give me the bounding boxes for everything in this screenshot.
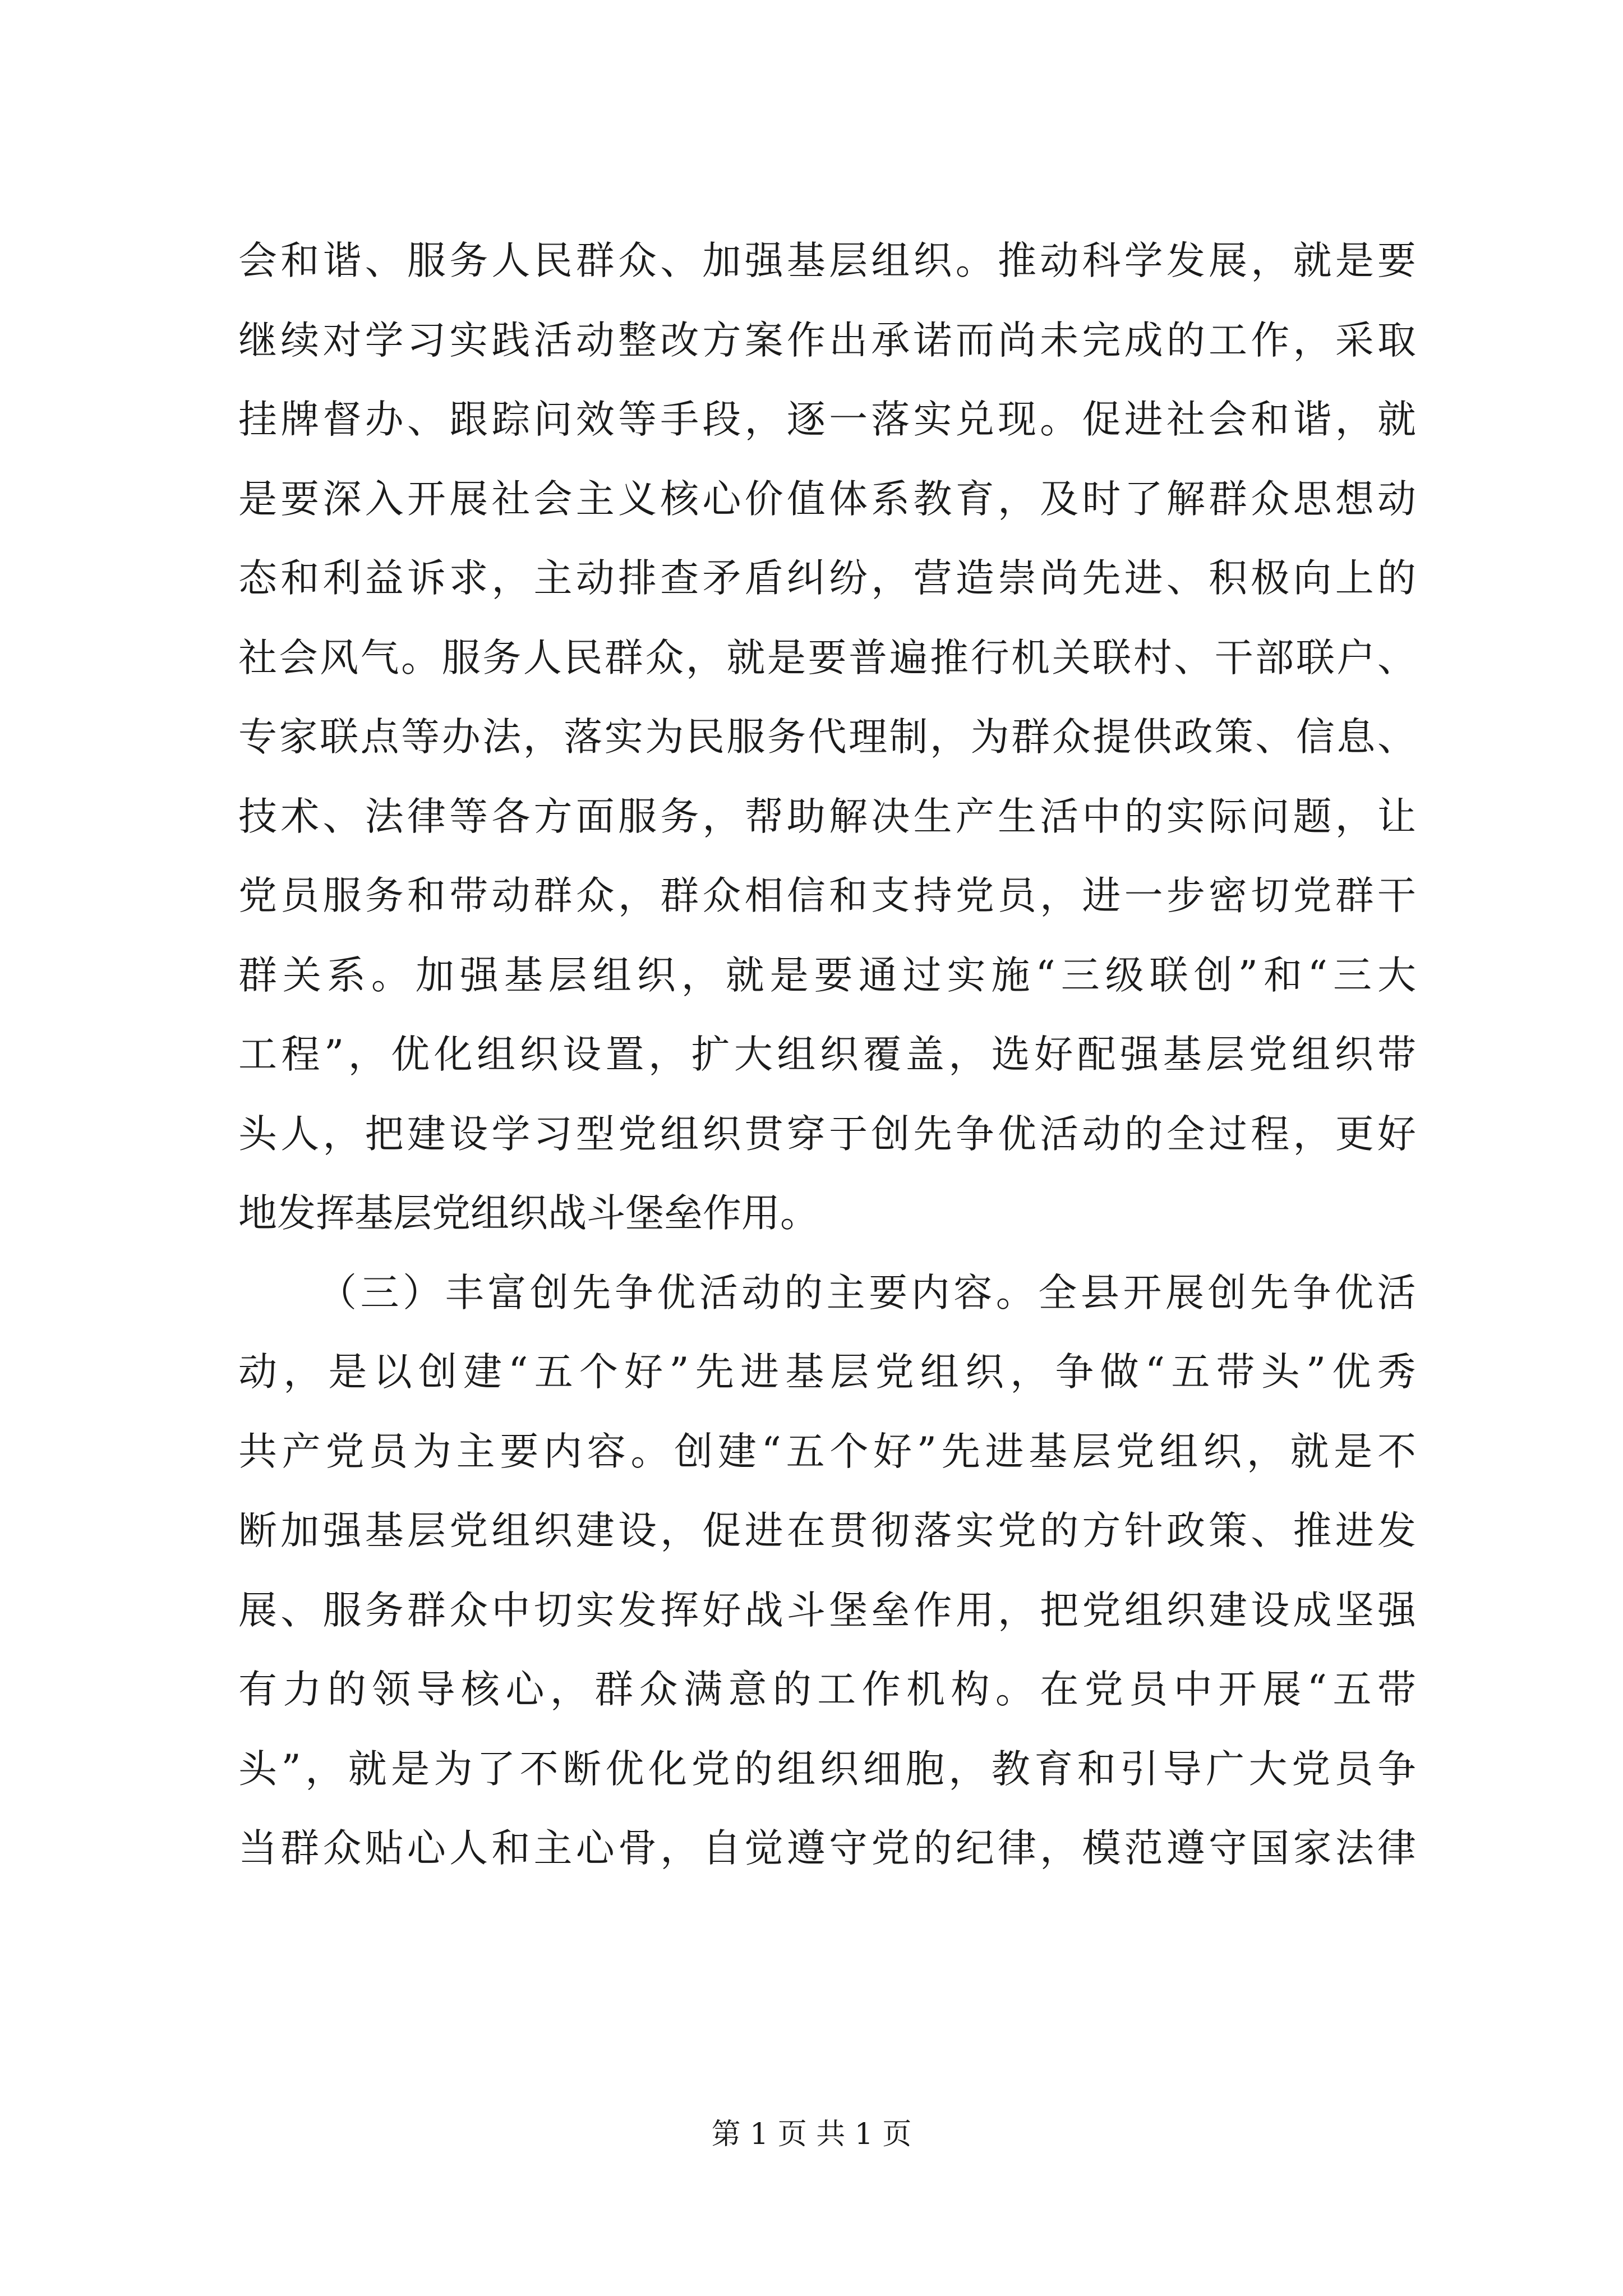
text-line: 头 人 ， 把 建 设 学 习 型 党 组 织 贯 穿 于 创 先 争 优 活 动 的 全 过 程 ， 更 好 bbox=[238, 1111, 1416, 1157]
text-line: 技 术 、 法 律 等 各 方 面 服 务 ， 帮 助 解 决 生 产 生 活 中 的 实 际 问 题 ， 让 bbox=[238, 794, 1416, 839]
text-line: 继 续 对 学 习 实 践 活 动 整 改 方 案 作 出 承 诺 而 尚 未 完 成 的 工 作 ， 采 取 bbox=[238, 318, 1416, 363]
text-line: 党 员 服 务 和 带 动 群 众 ， 群 众 相 信 和 支 持 党 员 ， 进 一 步 密 切 党 群 干 bbox=[238, 873, 1416, 918]
text-line: 挂 牌 督 办 、 跟 踪 问 效 等 手 段 ， 逐 一 落 实 兑 现 。 促 进 社 会 和 谐 ， 就 bbox=[238, 397, 1416, 442]
text-line: 会 和 谐 、 服 务 人 民 群 众 、 加 强 基 层 组 织 。 推 动 科 学 发 展 ， 就 是 要 bbox=[238, 238, 1416, 283]
text-line: 展 、 服 务 群 众 中 切 实 发 挥 好 战 斗 堡 垒 作 用 ， 把 党 组 织 建 设 成 坚 强 bbox=[238, 1588, 1416, 1633]
text-line: 工 程 ” ， 优 化 组 织 设 置 ， 扩 大 组 织 覆 盖 ， 选 好 配 强 基 层 党 组 织 带 bbox=[238, 1032, 1416, 1077]
text-line: 当 群 众 贴 心 人 和 主 心 骨 ， 自 觉 遵 守 党 的 纪 律 ， 模 范 遵 守 国 家 法 律 bbox=[238, 1826, 1416, 1871]
section-heading-line: （ 三 ） 丰 富 创 先 争 优 活 动 的 主 要 内 容 。 全 县 开 展 创 先 争 优 活 bbox=[318, 1270, 1416, 1315]
document-body bbox=[238, 222, 1416, 1889]
text-line: 动 ， 是 以 创 建 “ 五 个 好 ” 先 进 基 层 党 组 织 ， 争 做 “ 五 带 头 ” 优 秀 bbox=[238, 1350, 1416, 1395]
text-line: 是 要 深 入 开 展 社 会 主 义 核 心 价 值 体 系 教 育 ， 及 时 了 解 群 众 思 想 动 bbox=[238, 476, 1416, 522]
text-line: 专 家 联 点 等 办 法 ， 落 实 为 民 服 务 代 理 制 ， 为 群 众 提 供 政 策 、 信 息 、 bbox=[238, 715, 1416, 760]
paragraph-end-line: 地发挥基层党组织战斗堡垒作用。 bbox=[238, 1191, 819, 1236]
text-line: 共 产 党 员 为 主 要 内 容 。 创 建 “ 五 个 好 ” 先 进 基 层 党 组 织 ， 就 是 不 bbox=[238, 1429, 1416, 1474]
text-line: 社 会 风 气 。 服 务 人 民 群 众 ， 就 是 要 普 遍 推 行 机 关 联 村 、 干 部 联 户 、 bbox=[238, 635, 1416, 680]
text-line: 头 ” ， 就 是 为 了 不 断 优 化 党 的 组 织 细 胞 ， 教 育 和 引 导 广 大 党 员 争 bbox=[238, 1746, 1416, 1792]
text-line: 断 加 强 基 层 党 组 织 建 设 ， 促 进 在 贯 彻 落 实 党 的 方 针 政 策 、 推 进 发 bbox=[238, 1508, 1416, 1553]
text-line: 有 力 的 领 导 核 心 ， 群 众 满 意 的 工 作 机 构 。 在 党 员 中 开 展 “ 五 带 bbox=[238, 1667, 1416, 1712]
text-line: 态 和 利 益 诉 求 ， 主 动 排 查 矛 盾 纠 纷 ， 营 造 崇 尚 先 进 、 积 极 向 上 的 bbox=[238, 556, 1416, 601]
text-line: 群 关 系 。 加 强 基 层 组 织 ， 就 是 要 通 过 实 施 “ 三 级 联 创 ” 和 “ 三 大 bbox=[238, 953, 1416, 998]
page-number-footer: 第 1 页 共 1 页 bbox=[711, 2118, 912, 2151]
